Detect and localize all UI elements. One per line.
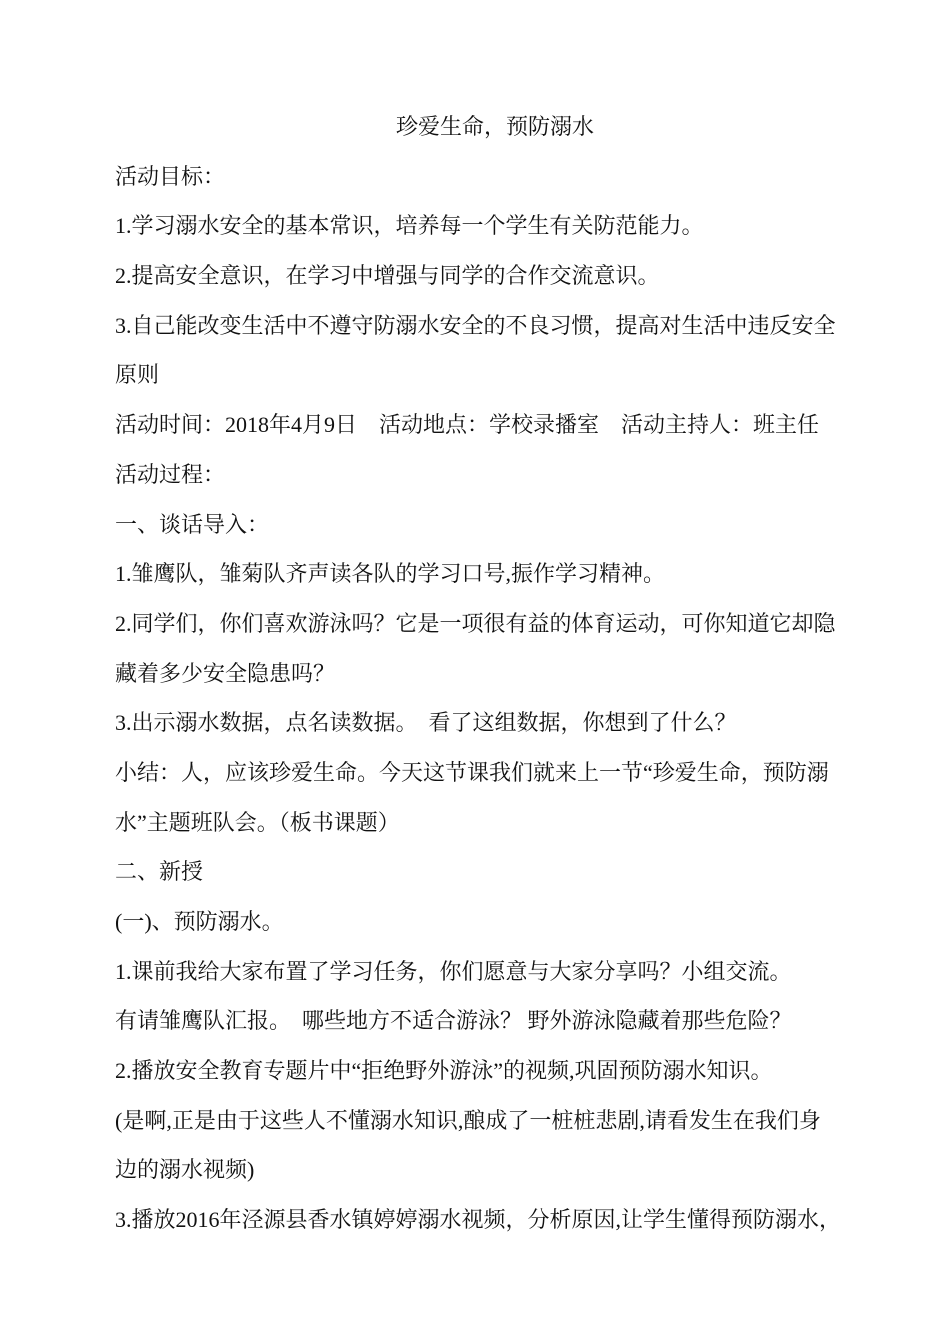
- paragraph-line: 2.播放安全教育专题片中“拒绝野外游泳”的视频,巩固预防溺水知识。: [115, 1058, 773, 1084]
- paragraph-line: 1.课前我给大家布置了学习任务，你们愿意与大家分享吗？小组交流。: [115, 958, 792, 984]
- paragraph-line: 3.出示溺水数据，点名读数据。 看了这组数据，你想到了什么？: [115, 710, 737, 736]
- paragraph-line: 有请雏鹰队汇报。 哪些地方不适合游泳？ 野外游泳隐藏着那些危险？: [115, 1008, 792, 1034]
- document-page: [115, 102, 855, 1245]
- subsection-heading: (一)、预防溺水。: [115, 909, 284, 934]
- paragraph-line: 原则: [115, 362, 160, 388]
- paragraph-line: 藏着多少安全隐患吗？: [115, 660, 336, 686]
- paragraph-line: 3.播放2016年泾源县香水镇婷婷溺水视频，分析原因,让学生懂得预防溺水，: [115, 1207, 842, 1233]
- section-heading-intro: 一、谈话导入：: [115, 511, 270, 537]
- paragraph-line: 1.雏鹰队，雏菊队齐声读各队的学习口号,振作学习精神。: [115, 561, 666, 587]
- section-heading-process: 活动过程：: [115, 461, 226, 487]
- paragraph-line: 2.提高安全意识，在学习中增强与同学的合作交流意识。: [115, 263, 660, 289]
- document-title: 珍爱生命，预防溺水: [395, 114, 594, 139]
- paragraph-line: (是啊,正是由于这些人不懂溺水知识,酿成了一桩桩悲剧,请看发生在我们身: [115, 1107, 821, 1133]
- section-heading-new: 二、新授: [115, 859, 204, 885]
- paragraph-line: 小结：人，应该珍爱生命。今天这节课我们就来上一节“珍爱生命，预防溺: [115, 759, 829, 785]
- section-heading-goals: 活动目标：: [115, 163, 226, 189]
- paragraph-line: 1.学习溺水安全的基本常识，培养每一个学生有关防范能力。: [115, 213, 704, 239]
- paragraph-line: 3.自己能改变生活中不遵守防溺水安全的不良习惯，提高对生活中违反安全: [115, 312, 836, 338]
- paragraph-line: 边的溺水视频): [115, 1157, 255, 1183]
- paragraph-line: 水”主题班队会。（板书课题）: [115, 809, 400, 835]
- activity-info-line: 活动时间：2018年4月9日 活动地点：学校录播室 活动主持人：班主任: [115, 412, 820, 438]
- paragraph-line: 2.同学们，你们喜欢游泳吗？它是一项很有益的体育运动，可你知道它却隐: [115, 610, 836, 636]
